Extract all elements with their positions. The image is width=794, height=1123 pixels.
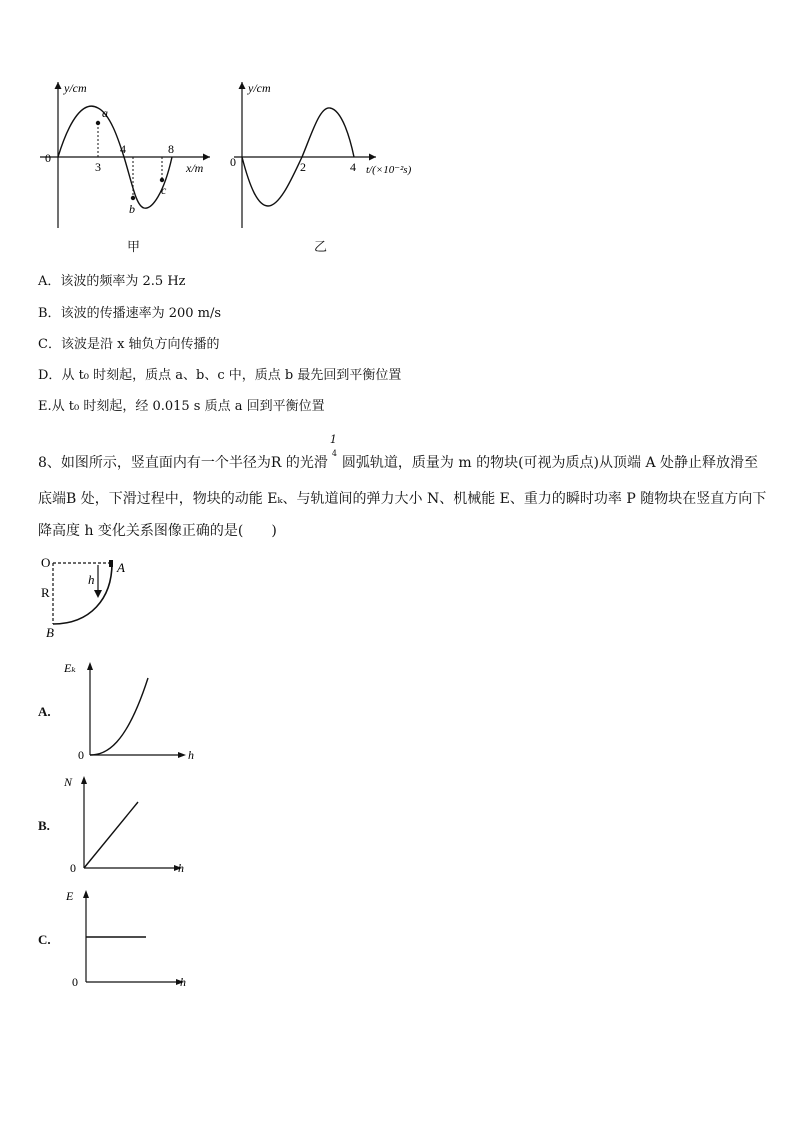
y-label: E [66,889,74,903]
tick-4: 4 [350,160,356,174]
point-b [131,196,135,200]
x-label: h [180,975,186,989]
option-b [38,302,221,321]
q8-text-1: 8、如图所示，竖直面内有一个半径为R 的光滑 [38,455,328,471]
block [109,560,113,567]
q8-line-2: 底端B 处，下滑过程中，物块的动能 Eₖ、与轨道间的弹力大小 N、机械能 E、重力的瞬时功率 P 随物块在竖直方向下 [38,491,767,507]
y-label: Eₖ [64,661,76,675]
ek-curve [90,678,148,755]
option-e [38,395,325,414]
choice-b-graph [60,772,200,880]
choice-c-letter: C. [38,932,51,947]
arc-track [53,563,112,624]
y-arrow [83,890,89,898]
option-text: 该波的传播速率为 200 m/s [60,306,222,321]
option-text: 该波是沿 x 轴负方向传播的 [60,337,220,352]
quarter-circle-track-figure [38,554,138,644]
wave-figure-yi [226,78,436,258]
label-R: R [41,585,50,600]
h-arrow-head [94,590,102,598]
y-label: y/cm [64,81,87,95]
label-B: B [46,625,54,640]
choice-a-letter: A. [38,704,51,719]
option-letter: A． [38,274,61,289]
tick-2: 2 [300,160,306,174]
point-c [160,178,164,182]
tick-4: 4 [120,142,126,156]
choice-c-graph [60,884,200,994]
q8-line-3: 降高度 h 变化关系图像正确的是( ) [38,523,277,539]
label-a: a [102,106,108,120]
label-c: c [161,183,167,197]
y-arrow [81,776,87,784]
y-arrow [87,662,93,670]
option-c [38,333,220,352]
origin-label: 0 [70,861,76,875]
quarter-fraction [328,433,342,467]
wave-figure-jia [40,78,220,258]
tick-8: 8 [168,142,174,156]
label-b: b [129,202,135,216]
fraction-numerator: 1 [329,433,337,446]
origin-label: 0 [72,975,78,989]
label-A: A [117,560,125,575]
option-text: 从 t₀ 时刻起，质点 a、b、c 中，质点 b 最先回到平衡位置 [61,368,402,383]
option-letter: C． [38,337,61,352]
caption-yi: 乙 [314,240,328,255]
option-text: 该波的频率为 2.5 Hz [60,274,186,289]
label-O: O [41,555,51,570]
x-label: h [178,861,184,875]
option-letter: E. [38,399,52,414]
x-label: t/(×10⁻²s) [366,164,412,176]
x-label: h [188,748,194,762]
n-line [84,802,138,868]
caption-jia: 甲 [127,240,141,255]
option-a [38,270,186,289]
origin-label: 0 [230,155,236,169]
label-h: h [88,572,95,587]
option-letter: B． [38,306,61,321]
x-arrow [178,752,186,758]
option-letter: D． [38,368,62,383]
origin-label: 0 [78,748,84,762]
point-a [96,121,100,125]
fraction-denominator: 4 [331,449,337,458]
x-label: x/m [186,161,204,175]
choice-a-graph [60,658,200,766]
origin-label: 0 [45,151,51,165]
q8-text-1b: 圆弧轨道，质量为 m 的物块(可视为质点)从顶端 A 处静止释放滑至 [341,455,759,471]
tick-3: 3 [95,160,101,174]
y-label: y/cm [248,81,271,95]
option-text: 从 t₀ 时刻起，经 0.015 s 质点 a 回到平衡位置 [51,399,325,414]
option-d [38,364,401,383]
choice-b-letter: B. [38,818,50,833]
y-label: N [64,775,73,789]
q8-line-1 [38,433,759,472]
